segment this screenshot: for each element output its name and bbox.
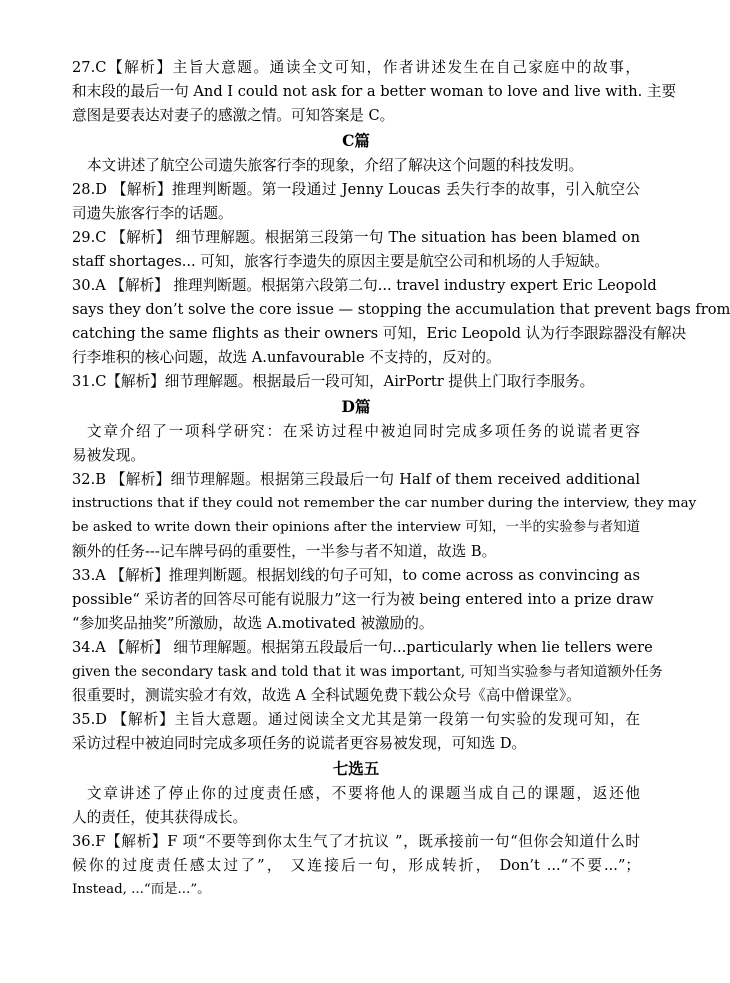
text-line: 很重要时，测谎实验才有效，故选 A 全科试题免费下载公众号《高中僧课堂》。 (72, 687, 581, 704)
text-line: possible“ 采访者的回答尽可能有说服力”这一行为被 being entered into a prize draw (72, 591, 654, 608)
text-line: 人的责任，使其获得成长。 (72, 809, 248, 826)
text-line: 34.A 【解析】 细节理解题。根据第五段最后一句...particularly when lie tellers were (72, 639, 653, 656)
answer-29 (72, 226, 640, 274)
text-line: 30.A 【解析】 推理判断题。根据第六段第二句... travel industry expert Eric Leopold (72, 277, 657, 294)
text-line: 29.C 【解析】 细节理解题。根据第三段第一句 The situation has been blamed on (72, 229, 640, 246)
answer-35 (72, 708, 640, 756)
text-line: 易被发现。 (72, 447, 145, 464)
section-heading-qixuanwu: 七选五 (332, 759, 380, 778)
text-line: 文章讲述了停止你的过度责任感，不要将他人的课题当成自己的课题，返还他 (87, 785, 640, 802)
text-line: staff shortages... 可知，旅客行李遗失的原因主要是航空公司和机场的人手短缺。 (72, 253, 609, 270)
text-line: 候你的过度责任感太过了”， 又连接后一句，形成转折， Don’t ...“不要...”； (72, 857, 640, 874)
text-line: 本文讲述了航空公司遗失旅客行李的现象，介绍了解决这个问题的科技发明。 (87, 157, 584, 174)
text-line: be asked to write down their opinions after the interview 可知，一半的实验参与者知道 (72, 520, 640, 535)
text-line: says they don’t solve the core issue — stopping the accumulation that prevent bags from (72, 301, 730, 318)
answer-explanations-page (72, 56, 730, 902)
text-line: 司遗失旅客行李的话题。 (72, 205, 233, 222)
section-heading-c: C篇 (342, 131, 370, 150)
answer-36 (72, 830, 640, 902)
text-line: 27.C【解析】主旨大意题。通读全文可知，作者讲述发生在自己家庭中的故事， (72, 59, 640, 76)
text-line: 行李堆积的核心问题，故选 A.unfavourable 不支持的，反对的。 (72, 349, 501, 366)
text-line: “参加奖品抽奖”所激励，故选 A.motivated 被激励的。 (72, 615, 434, 632)
summary-d (72, 420, 640, 468)
text-line: 意图是要表达对妻子的感激之情。可知答案是 C。 (72, 107, 395, 124)
text-line: Instead, ...“而是...”。 (72, 882, 211, 897)
text-line: instructions that if they could not remember the car number during the interview, they may (72, 496, 697, 511)
text-line: 31.C【解析】细节理解题。根据最后一段可知，AirPortr 提供上门取行李服务。 (72, 373, 595, 390)
text-line: 32.B 【解析】细节理解题。根据第三段最后一句 Half of them received additional (72, 471, 640, 488)
text-line: 额外的任务---记车牌号码的重要性，一半参与者不知道，故选 B。 (72, 543, 497, 560)
text-line: 文章介绍了一项科学研究：在采访过程中被迫同时完成多项任务的说谎者更容 (87, 423, 640, 440)
text-line: 33.A 【解析】推理判断题。根据划线的句子可知，to come across as convincing as (72, 567, 640, 584)
text-line: 采访过程中被迫同时完成多项任务的说谎者更容易被发现，可知选 D。 (72, 735, 527, 752)
section-heading-d: D篇 (341, 397, 371, 416)
summary-c (72, 154, 640, 178)
summary-qixuanwu (72, 782, 640, 830)
answer-32 (72, 468, 697, 564)
answer-34 (72, 636, 663, 708)
text-line: given the secondary task and told that it was important, 可知当实验参与者知道额外任务 (72, 664, 663, 680)
answer-31 (72, 370, 640, 394)
text-line: 28.D 【解析】推理判断题。第一段通过 Jenny Loucas 丢失行李的故事，引入航空公 (72, 181, 640, 198)
answer-28 (72, 178, 640, 226)
answer-30 (72, 274, 730, 370)
answer-33 (72, 564, 654, 636)
text-line: 35.D 【解析】主旨大意题。通过阅读全文尤其是第一段第一句实验的发现可知，在 (72, 711, 640, 728)
text-line: 和末段的最后一句 And I could not ask for a better woman to love and live with. 主要 (72, 83, 677, 100)
text-line: 36.F【解析】F 项“不要等到你太生气了才抗议 ”，既承接前一句“但你会知道什么时 (72, 833, 640, 850)
answer-27 (72, 56, 677, 128)
text-line: catching the same flights as their owners 可知，Eric Leopold 认为行李跟踪器没有解决 (72, 325, 687, 342)
